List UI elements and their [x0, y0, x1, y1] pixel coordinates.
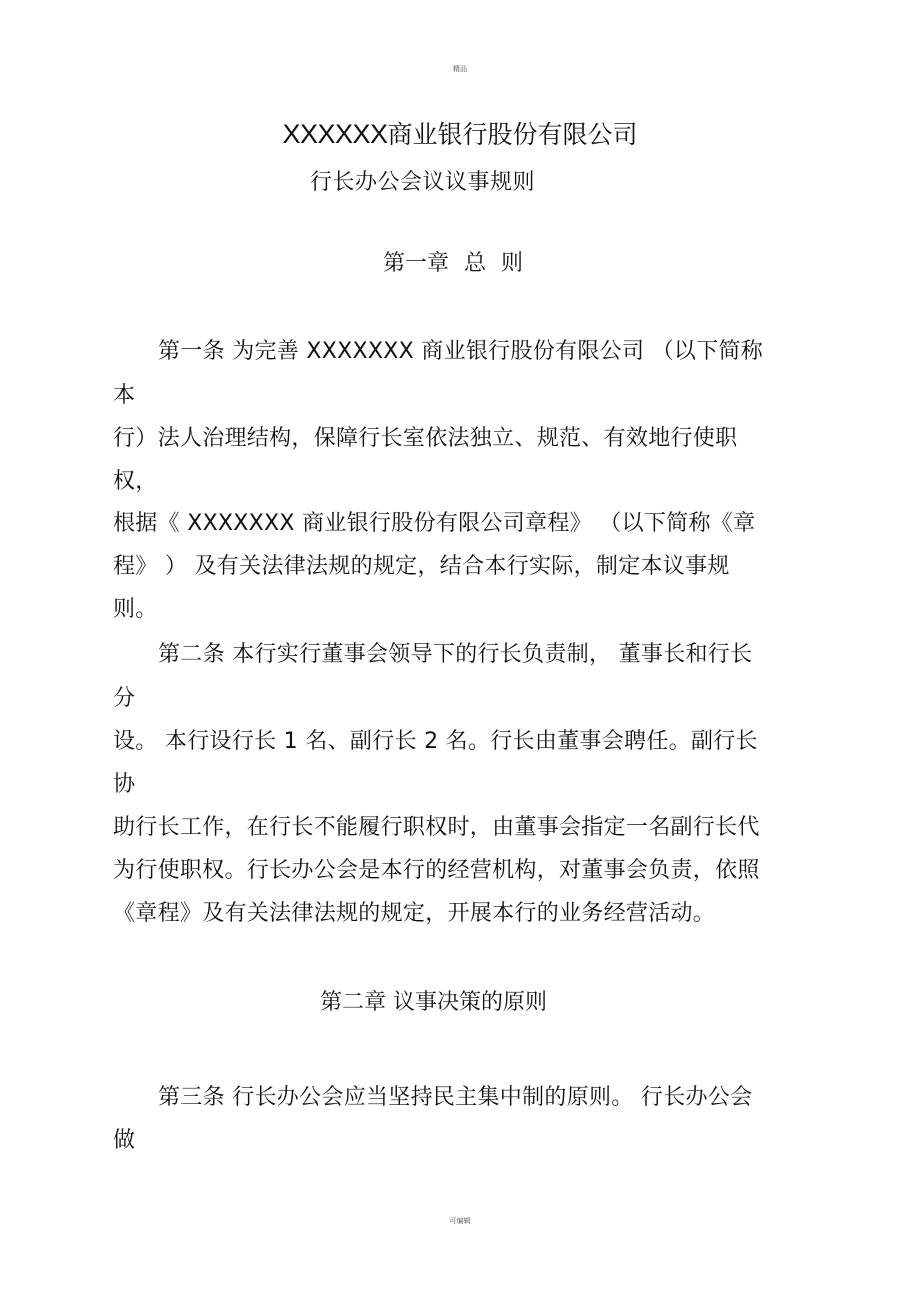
article-1-line: 权， — [113, 469, 158, 494]
header-watermark: 精品 — [453, 65, 467, 73]
company-name-suffix: 商业银行股份有限公司 — [387, 120, 638, 149]
article-1-line: 行）法人治理结构，保障行长室依法独立、规范、有效地行使职 — [113, 426, 738, 451]
chapter-1-heading: 第一章 总 则 — [383, 251, 523, 276]
article-2-line: 为行使职权。行长办公会是本行的经营机构，对董事会负责，依照 — [113, 858, 760, 883]
article-1-line: 本 — [113, 383, 136, 408]
article-2-line: 第二条 本行实行董事会领导下的行长负责制， 董事长和行长 — [158, 642, 753, 667]
footer-watermark: 可编辑 — [449, 1217, 471, 1225]
article-2-line: 协 — [113, 772, 136, 797]
document-title — [0, 118, 920, 151]
article-2-line: 分 — [113, 686, 136, 711]
document-subtitle: 行长办公会议议事规则 — [310, 170, 536, 195]
article-2-line: 《章程》及有关法律法规的规定，开展本行的业务经营活动。 — [113, 901, 716, 926]
article-3-line: 第三条 行长办公会应当坚持民主集中制的原则。 行长办公会 — [158, 1085, 753, 1110]
company-name-placeholder: XXXXXX — [282, 119, 388, 149]
chapter-2-heading: 第二章 议事决策的原则 — [320, 990, 547, 1015]
article-2-line: 设。 本行设行长 1 名、副行长 2 名。行长由董事会聘任。副行长 — [113, 729, 758, 754]
article-2-line: 助行长工作，在行长不能履行职权时，由董事会指定一名副行长代 — [113, 815, 760, 840]
article-1-line: 根据《 XXXXXXX 商业银行股份有限公司章程》 （以下简称《章 — [113, 511, 756, 536]
article-1-line: 第一条 为完善 XXXXXXX 商业银行股份有限公司 （以下简称 — [158, 339, 764, 364]
article-3-line: 做 — [113, 1128, 136, 1153]
article-1-line: 则。 — [113, 597, 158, 622]
article-1-line: 程》 ） 及有关法律法规的规定，结合本行实际，制定本议事规 — [113, 554, 730, 579]
